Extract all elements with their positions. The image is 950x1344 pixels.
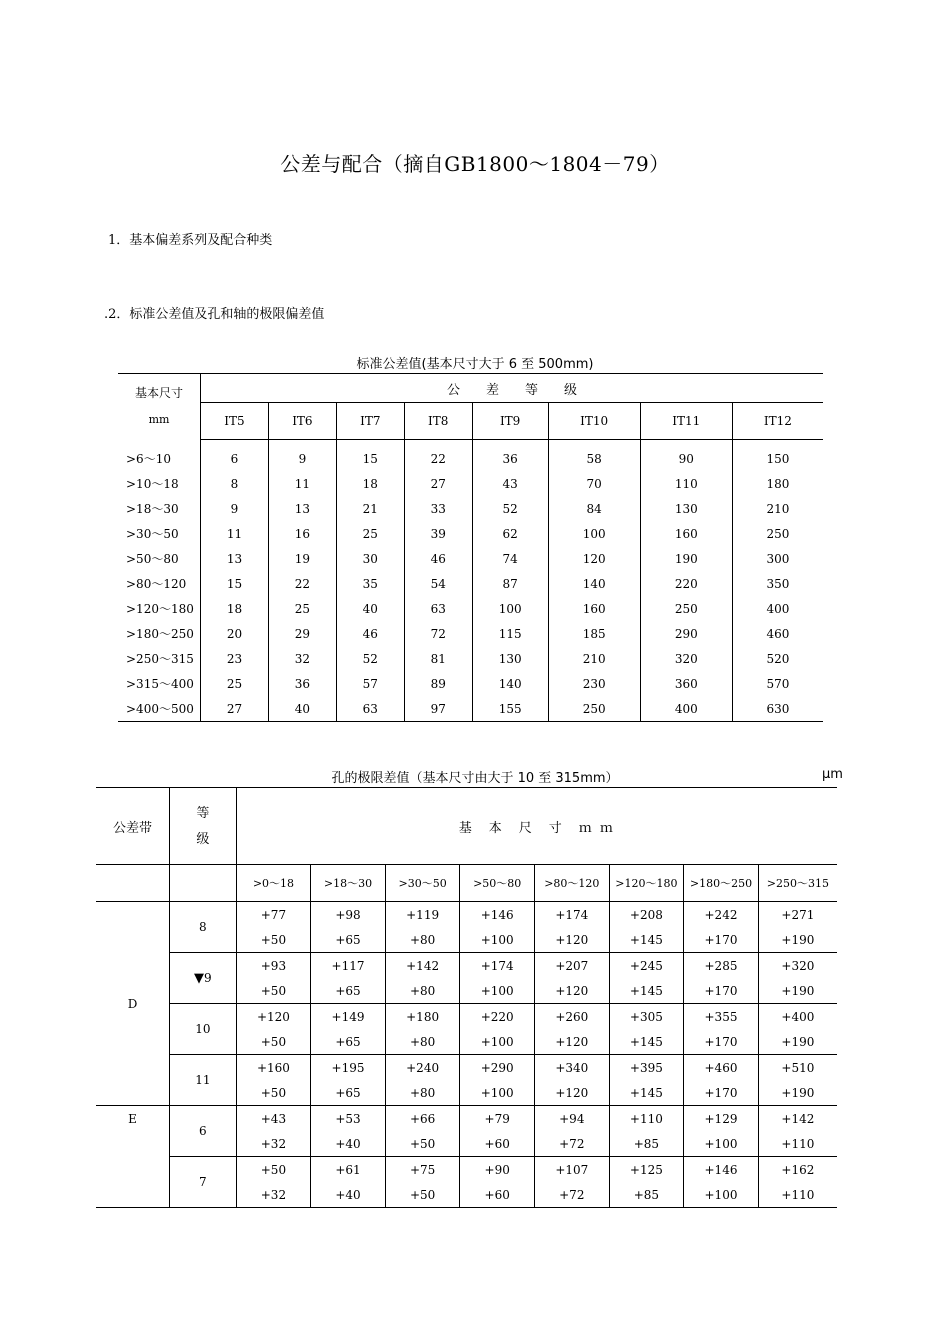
tolerance-value: 18 [336,471,404,496]
grade-cell [170,1106,237,1157]
tolerance-value: 140 [472,671,548,696]
tolerance-value: 11 [268,471,336,496]
section-heading-1: 1．基本偏差系列及配合种类 [108,233,273,248]
tolerance-value: 630 [732,696,823,722]
size-col-header: >18～30 [311,865,386,902]
tolerance-value: 250 [766,526,790,541]
lower-deviation: +145 [609,978,684,1004]
upper-deviation: +43 [236,1106,311,1132]
tolerance-value: 155 [472,696,548,722]
lower-deviation: +110 [758,1182,837,1208]
upper-deviation: +119 [385,902,460,928]
tolerance-value: 6 [201,440,269,472]
upper-deviation: +117 [311,953,386,979]
upper-deviation: +207 [535,953,610,979]
empty-header-cell [170,865,237,902]
size-range: >30～50 [118,521,201,546]
tolerance-value: 89 [404,671,472,696]
lower-deviation: +80 [385,1080,460,1106]
tolerance-value: 9 [268,440,336,472]
tolerance-value: 23 [201,646,269,671]
tolerance-value: 46 [404,546,472,571]
lower-deviation: +50 [236,927,311,953]
upper-deviation: +146 [684,1157,759,1183]
lower-deviation: +80 [385,978,460,1004]
tolerance-value: 520 [766,651,790,666]
lower-deviation: +100 [460,1080,535,1106]
lower-deviation: +170 [684,1080,759,1106]
lower-deviation: +50 [385,1182,460,1208]
lower-deviation: +32 [236,1131,311,1157]
upper-deviation: +510 [758,1055,837,1081]
lower-deviation: +80 [385,927,460,953]
size-col-header: >30～50 [385,865,460,902]
upper-deviation: +94 [535,1106,610,1132]
upper-deviation: +340 [535,1055,610,1081]
size-range: >18～30 [118,496,201,521]
tolerance-value: 350 [766,576,790,591]
lower-deviation: +170 [684,927,759,953]
lower-deviation: +72 [535,1131,610,1157]
upper-deviation: +240 [385,1055,460,1081]
upper-deviation: +305 [609,1004,684,1030]
grade-label: 9 [204,970,212,985]
tolerance-value: 27 [404,471,472,496]
table-row [96,1004,837,1030]
lower-deviation: +100 [460,1029,535,1055]
tolerance-value: 115 [472,621,548,646]
upper-deviation: +355 [684,1004,759,1030]
tolerance-value: 360 [640,671,732,696]
tolerance-value: 19 [268,546,336,571]
tolerance-value: 8 [201,471,269,496]
upper-deviation: +120 [236,1004,311,1030]
tolerance-value: 160 [640,521,732,546]
tolerance-value: 210 [766,501,790,516]
lower-deviation: +50 [236,978,311,1004]
grade-col-header: IT5 [201,403,269,440]
lower-deviation: +50 [385,1131,460,1157]
tolerance-band: D [96,902,170,1106]
tolerance-value: 32 [268,646,336,671]
tolerance-value: 570 [766,676,790,691]
table-row [118,440,823,472]
grade-label: 7 [199,1175,207,1189]
size-col-header: >0～18 [236,865,311,902]
lower-deviation: +65 [311,978,386,1004]
tolerance-value: 15 [201,571,269,596]
lower-deviation: +190 [758,1080,837,1106]
lower-deviation: +100 [684,1131,759,1157]
lower-deviation: +50 [236,1029,311,1055]
tolerance-value: 87 [472,571,548,596]
upper-deviation: +162 [758,1157,837,1183]
lower-deviation: +60 [460,1182,535,1208]
table-row [96,902,837,928]
upper-deviation: +61 [311,1157,386,1183]
size-range: >50～80 [118,546,201,571]
lower-deviation: +190 [758,927,837,953]
grade-header: 公 差 等 级 [201,374,824,403]
tolerance-value: 190 [640,546,732,571]
table2-caption: 孔的极限差值（基本尺寸由大于 10 至 315mm） [331,771,619,786]
upper-deviation: +146 [460,902,535,928]
hole-limit-deviation-table [96,787,837,1208]
tolerance-value: 72 [404,621,472,646]
grade-col-header: IT6 [268,403,336,440]
size-range: >6～10 [118,440,201,472]
tolerance-value: 70 [548,471,640,496]
tolerance-value: 140 [548,571,640,596]
upper-deviation: +320 [758,953,837,979]
size-col-header: >80～120 [535,865,610,902]
lower-deviation: +190 [758,978,837,1004]
tolerance-value: 35 [336,571,404,596]
table-row [96,1157,837,1183]
tolerance-value: 57 [336,671,404,696]
upper-deviation: +79 [460,1106,535,1132]
tolerance-value: 46 [336,621,404,646]
size-range: >315～400 [118,671,201,696]
tolerance-value: 460 [766,626,790,641]
tolerance-value: 63 [404,596,472,621]
tolerance-value: 250 [548,696,640,722]
size-range: >80～120 [118,571,201,596]
size-range: >10～18 [118,471,201,496]
upper-deviation: +53 [311,1106,386,1132]
tolerance-value: 43 [472,471,548,496]
tolerance-value: 250 [640,596,732,621]
grade-label: 10 [195,1022,211,1036]
size-range: >120～180 [118,596,201,621]
tolerance-value: 100 [472,596,548,621]
tolerance-value: 39 [404,521,472,546]
upper-deviation: +174 [460,953,535,979]
upper-deviation: +160 [236,1055,311,1081]
lower-deviation: +145 [609,1029,684,1055]
tolerance-value: 150 [766,451,790,466]
lower-deviation: +65 [311,1029,386,1055]
grade-col-header: IT9 [472,403,548,440]
tolerance-value: 180 [766,476,790,491]
upper-deviation: +93 [236,953,311,979]
grade-col-header: IT10 [548,403,640,440]
upper-deviation: +142 [385,953,460,979]
upper-deviation: +110 [609,1106,684,1132]
grade-col-header: IT7 [336,403,404,440]
table-row [118,496,823,521]
size-col-header: >120～180 [609,865,684,902]
upper-deviation: +271 [758,902,837,928]
lower-deviation: +190 [758,1029,837,1055]
upper-deviation: +242 [684,902,759,928]
grade-cell [170,902,237,953]
size-header [118,374,201,440]
size-range: >400～500 [118,696,201,722]
tolerance-value: 97 [404,696,472,722]
tolerance-value: 36 [472,440,548,472]
lower-deviation: +120 [535,927,610,953]
tolerance-value: 52 [472,496,548,521]
lower-deviation: +60 [460,1131,535,1157]
table-row [118,646,823,671]
tolerance-value: 400 [766,601,790,616]
tolerance-value: 16 [268,521,336,546]
size-header-label: 基本尺寸 [134,386,183,400]
lower-deviation: +100 [684,1182,759,1208]
tolerance-value: 110 [640,471,732,496]
grade-cell [170,953,237,1004]
size-range: >180～250 [118,621,201,646]
upper-deviation: +50 [236,1157,311,1183]
upper-deviation: +220 [460,1004,535,1030]
size-col-header: >50～80 [460,865,535,902]
table-row [118,546,823,571]
tolerance-value: 220 [640,571,732,596]
table-row [118,621,823,646]
lower-deviation: +170 [684,1029,759,1055]
tolerance-value: 40 [268,696,336,722]
upper-deviation: +149 [311,1004,386,1030]
tolerance-value: 20 [201,621,269,646]
tolerance-value: 25 [268,596,336,621]
grade-label: 11 [195,1073,211,1087]
tolerance-value: 100 [548,521,640,546]
tolerance-band: E [96,1106,170,1208]
size-col-header: >250～315 [758,865,837,902]
tolerance-value: 9 [201,496,269,521]
upper-deviation: +195 [311,1055,386,1081]
table-row [118,571,823,596]
tolerance-value: 58 [548,440,640,472]
table-row [96,1106,837,1132]
lower-deviation: +100 [460,978,535,1004]
grade-label: 8 [199,920,207,934]
lower-deviation: +72 [535,1182,610,1208]
tolerance-value: 36 [268,671,336,696]
table-row [96,953,837,979]
lower-deviation: +120 [535,1080,610,1106]
lower-deviation: +50 [236,1080,311,1106]
upper-deviation: +460 [684,1055,759,1081]
lower-deviation: +32 [236,1182,311,1208]
table-row [118,696,823,722]
tolerance-value: 320 [640,646,732,671]
tolerance-value: 290 [640,621,732,646]
tolerance-value: 22 [268,571,336,596]
tolerance-value: 63 [336,696,404,722]
grade-cell [170,1055,237,1106]
lower-deviation: +65 [311,927,386,953]
tolerance-band-header: 公差带 [96,788,170,865]
grade-label: 6 [199,1124,207,1138]
tolerance-value: 160 [548,596,640,621]
upper-deviation: +285 [684,953,759,979]
page-title: 公差与配合（摘自GB1800～1804－79） [280,152,670,176]
upper-deviation: +98 [311,902,386,928]
lower-deviation: +100 [460,927,535,953]
tolerance-value: 27 [201,696,269,722]
standard-tolerance-table [118,373,823,722]
tolerance-value: 13 [201,546,269,571]
tolerance-value: 130 [472,646,548,671]
grade-cell [170,1004,237,1055]
grade-col-header: IT11 [640,403,732,440]
tolerance-value: 30 [336,546,404,571]
table-row [118,596,823,621]
upper-deviation: +180 [385,1004,460,1030]
lower-deviation: +85 [609,1182,684,1208]
upper-deviation: +400 [758,1004,837,1030]
lower-deviation: +110 [758,1131,837,1157]
upper-deviation: +90 [460,1157,535,1183]
upper-deviation: +260 [535,1004,610,1030]
lower-deviation: +80 [385,1029,460,1055]
tolerance-value: 13 [268,496,336,521]
tolerance-value: 15 [336,440,404,472]
table-row [118,521,823,546]
tolerance-value: 81 [404,646,472,671]
section-heading-2: .2．标准公差值及孔和轴的极限偏差值 [104,307,325,322]
lower-deviation: +65 [311,1080,386,1106]
tolerance-value: 120 [548,546,640,571]
tolerance-value: 33 [404,496,472,521]
upper-deviation: +107 [535,1157,610,1183]
lower-deviation: +85 [609,1131,684,1157]
empty-header-cell [96,865,170,902]
table-row [118,671,823,696]
tolerance-value: 400 [640,696,732,722]
tolerance-value: 40 [336,596,404,621]
tolerance-value: 11 [201,521,269,546]
tolerance-value: 22 [404,440,472,472]
upper-deviation: +290 [460,1055,535,1081]
upper-deviation: +395 [609,1055,684,1081]
tolerance-value: 18 [201,596,269,621]
size-col-header: >180～250 [684,865,759,902]
grade-header: 等 级 [170,788,237,865]
tolerance-value: 62 [472,521,548,546]
upper-deviation: +77 [236,902,311,928]
grade-col-header: IT8 [404,403,472,440]
tolerance-value: 29 [268,621,336,646]
upper-deviation: +142 [758,1106,837,1132]
lower-deviation: +40 [311,1182,386,1208]
tolerance-value: 25 [336,521,404,546]
lower-deviation: +120 [535,1029,610,1055]
lower-deviation: +40 [311,1131,386,1157]
tolerance-value: 54 [404,571,472,596]
lower-deviation: +145 [609,927,684,953]
lower-deviation: +120 [535,978,610,1004]
grade-cell [170,1157,237,1208]
upper-deviation: +125 [609,1157,684,1183]
lower-deviation: +170 [684,978,759,1004]
upper-deviation: +129 [684,1106,759,1132]
table-row [96,1055,837,1081]
upper-deviation: +75 [385,1157,460,1183]
tolerance-value: 84 [548,496,640,521]
basic-size-header: 基 本 尺 寸 ｍ ｍ [236,788,837,865]
upper-deviation: +245 [609,953,684,979]
tolerance-value: 185 [548,621,640,646]
grade-col-header: IT12 [732,403,823,440]
preferred-marker-icon: ▼ [194,970,205,986]
table2-unit: μm [822,767,843,782]
size-header-unit: mm [148,413,170,426]
upper-deviation: +66 [385,1106,460,1132]
tolerance-value: 52 [336,646,404,671]
tolerance-value: 25 [201,671,269,696]
tolerance-value: 300 [766,551,790,566]
size-range: >250～315 [118,646,201,671]
tolerance-value: 74 [472,546,548,571]
tolerance-value: 210 [548,646,640,671]
table-row [118,471,823,496]
tolerance-value: 21 [336,496,404,521]
upper-deviation: +208 [609,902,684,928]
tolerance-value: 230 [548,671,640,696]
lower-deviation: +145 [609,1080,684,1106]
tolerance-value: 90 [640,440,732,472]
tolerance-value: 130 [640,496,732,521]
upper-deviation: +174 [535,902,610,928]
table1-caption: 标准公差值(基本尺寸大于 6 至 500mm) [356,357,594,372]
